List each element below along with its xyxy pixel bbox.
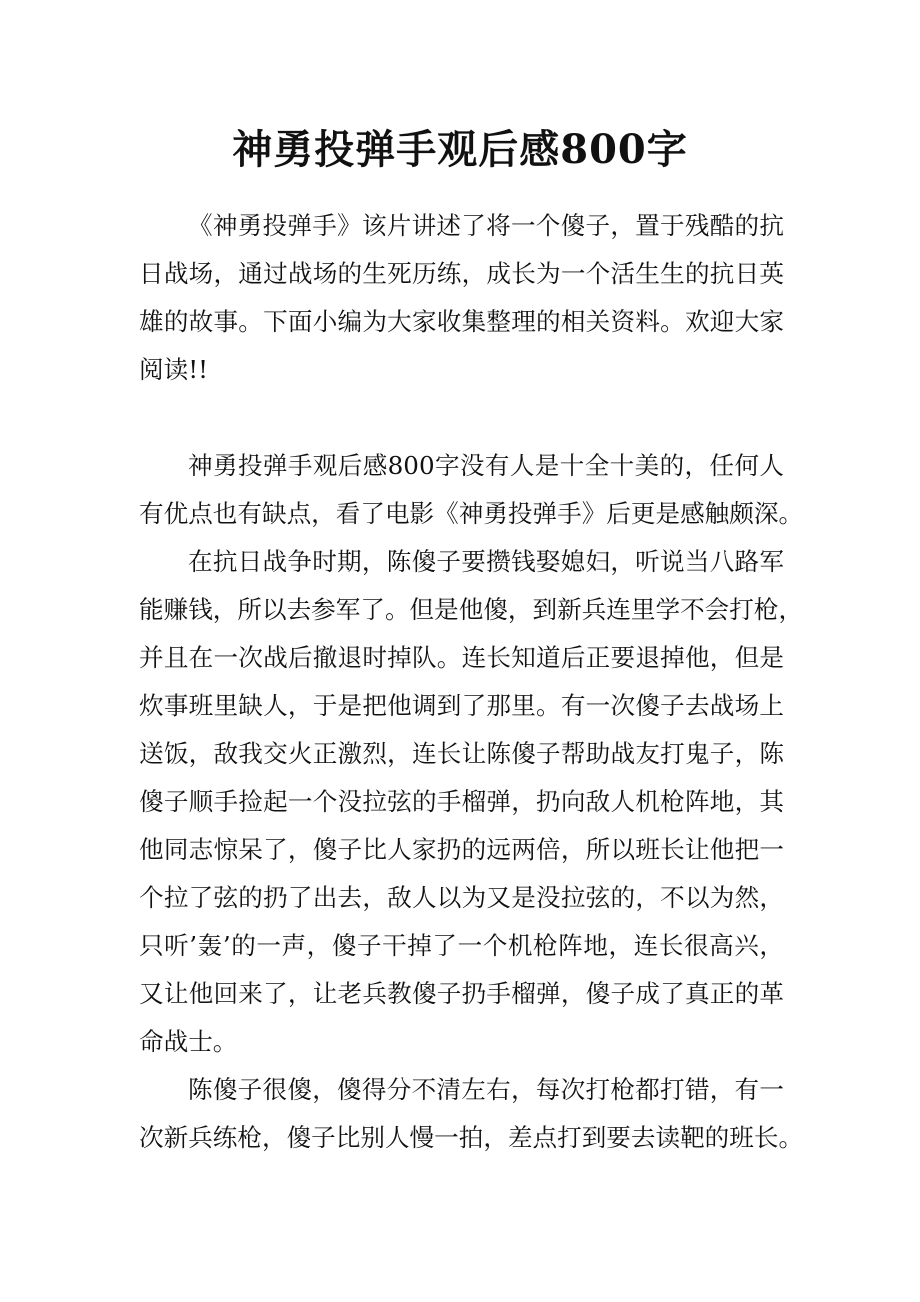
paragraph-line: 傻子顺手捡起一个没拉弦的手榴弹，扔向敌人机枪阵地，其: [139, 787, 784, 816]
paragraph-line: 日战场，通过战场的生死历练，成长为一个活生生的抗日英: [139, 259, 784, 288]
paragraph-line: 阅读!!: [139, 355, 208, 384]
paragraph-line: 神勇投弹手观后感800字没有人是十全十美的，任何人: [188, 451, 784, 480]
paragraph-line: 有优点也有缺点，看了电影《神勇投弹手》后更是感触颇深。: [139, 499, 804, 528]
paragraph: [139, 1066, 804, 1162]
paragraph: [139, 538, 804, 1066]
paragraph-line: 炊事班里缺人，于是把他调到了那里。有一次傻子去战场上: [139, 691, 784, 720]
paragraph-line: 在抗日战争时期，陈傻子要攒钱娶媳妇，听说当八路军: [188, 547, 784, 576]
paragraph-line: 雄的故事。下面小编为大家收集整理的相关资料。欢迎大家: [139, 307, 784, 336]
paragraph-line: 他同志惊呆了，傻子比人家扔的远两倍，所以班长让他把一: [139, 835, 784, 864]
document-title: 神勇投弹手观后感800字: [232, 126, 688, 173]
paragraph: [139, 442, 804, 538]
paragraph-line: 次新兵练枪，傻子比别人慢一拍，差点打到要去读靶的班长。: [139, 1123, 804, 1152]
paragraph-line: 并且在一次战后撤退时掉队。连长知道后正要退掉他，但是: [139, 643, 784, 672]
paragraph-line: 命战士。: [139, 1027, 238, 1056]
paragraph-line: 只听’轰’的一声，傻子干掉了一个机枪阵地，连长很高兴，: [139, 931, 784, 960]
paragraph-line: 能赚钱，所以去参军了。但是他傻，到新兵连里学不会打枪，: [139, 595, 804, 624]
paragraph-line: 又让他回来了，让老兵教傻子扔手榴弹，傻子成了真正的革: [139, 979, 784, 1008]
blank-line: [139, 394, 784, 442]
paragraph-line: 《神勇投弹手》该片讲述了将一个傻子，置于残酷的抗: [188, 211, 784, 240]
paragraph-line: 送饭，敌我交火正激烈，连长让陈傻子帮助战友打鬼子，陈: [139, 739, 784, 768]
paragraph: [139, 202, 784, 394]
paragraph-line: 陈傻子很傻，傻得分不清左右，每次打枪都打错，有一: [188, 1075, 784, 1104]
document-body: [139, 202, 804, 1162]
paragraph-line: 个拉了弦的扔了出去，敌人以为又是没拉弦的，不以为然，: [139, 883, 784, 912]
